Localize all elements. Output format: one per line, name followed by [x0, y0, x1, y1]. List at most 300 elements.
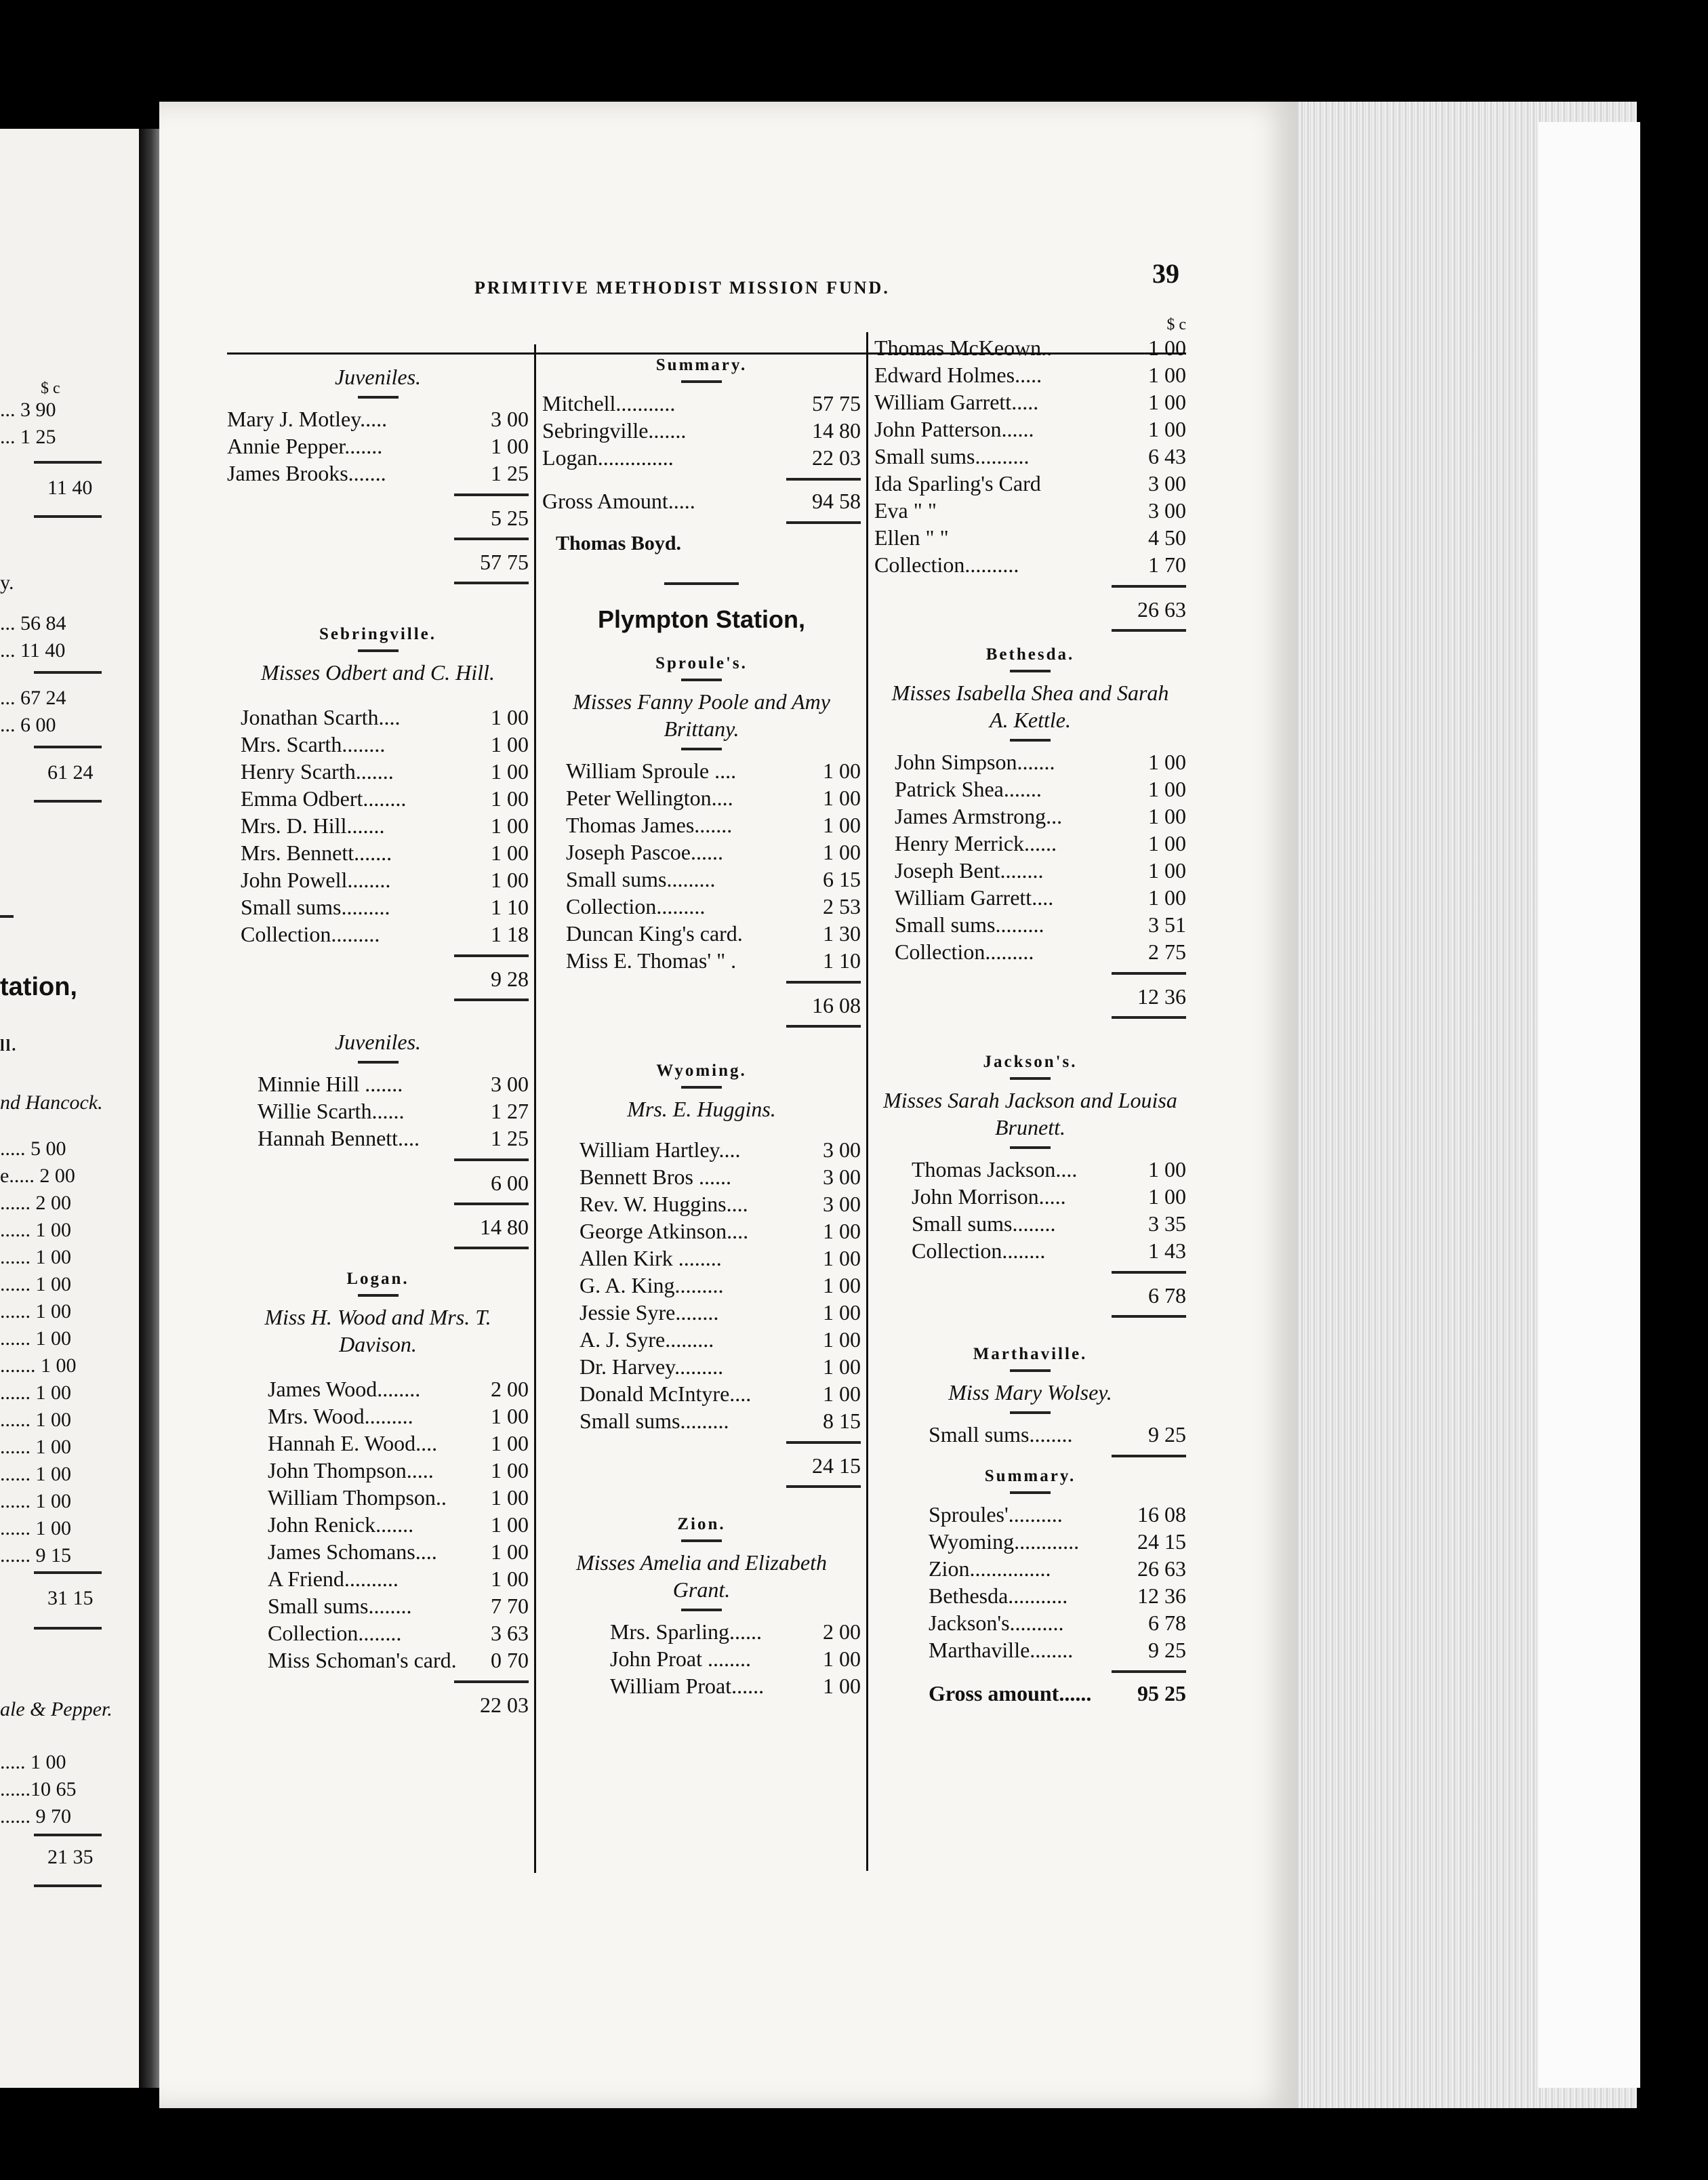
entry-amount: 9 25 — [1148, 1638, 1186, 1662]
entry-amount: 6 78 — [1148, 1611, 1186, 1635]
collectors: Misses Sarah Jackson and Louisa Brunett. — [883, 1088, 1177, 1139]
running-title: PRIMITIVE METHODIST MISSION FUND. — [474, 278, 890, 298]
entry-amount: 8 15 — [823, 1409, 861, 1433]
entry-name: Bennett Bros ...... — [580, 1165, 731, 1189]
entry-name: Mrs. Scarth........ — [241, 732, 386, 756]
entry-amount: 1 00 — [491, 1567, 529, 1591]
total-rule — [786, 1025, 861, 1028]
entry-name: Dr. Harvey......... — [580, 1354, 724, 1379]
entry-amount: 1 00 — [1148, 417, 1186, 441]
left-line: e..... 2 00 — [0, 1165, 75, 1187]
collectors: Miss Mary Wolsey. — [948, 1380, 1112, 1405]
entry-row — [580, 1163, 861, 1190]
dash — [1010, 1369, 1051, 1372]
entry-name: Thomas Jackson.... — [912, 1157, 1078, 1182]
entry-name: Small sums......... — [895, 912, 1044, 937]
entry-name: Small sums......... — [241, 895, 390, 919]
column-divider — [866, 332, 868, 1871]
section-title: Juveniles. — [334, 1030, 422, 1054]
entry-name: John Simpson....... — [895, 750, 1055, 774]
dash — [681, 1539, 722, 1542]
left-line: ... 67 24 — [0, 687, 66, 709]
entry-amount: 6 43 — [1148, 444, 1186, 468]
entry-row — [241, 866, 529, 893]
total-rule — [454, 538, 529, 540]
left-rule — [34, 1627, 102, 1630]
entry-name: Thomas James....... — [566, 813, 733, 837]
entry-name: Edward Holmes..... — [874, 363, 1042, 387]
entry-row — [580, 1217, 861, 1245]
left-rule — [34, 1884, 102, 1887]
entry-amount: 1 43 — [1148, 1238, 1186, 1263]
left-rule — [34, 1571, 102, 1574]
entry-name: James Armstrong... — [895, 804, 1063, 828]
entry-name: John Thompson..... — [268, 1458, 434, 1482]
entry-amount: 1 00 — [823, 1674, 861, 1698]
left-line: ....... 1 00 — [0, 1354, 77, 1377]
total-rule — [786, 1485, 861, 1488]
entry-row — [580, 1326, 861, 1353]
left-rule — [34, 746, 102, 748]
entry-name: Minnie Hill ....... — [258, 1072, 403, 1096]
entry-row — [580, 1245, 861, 1272]
entry-list — [542, 390, 861, 471]
entry-row — [241, 839, 529, 866]
left-line: ...... 1 00 — [0, 1219, 71, 1241]
entry-name: William Hartley.... — [580, 1137, 741, 1162]
entry-row — [227, 405, 529, 432]
page-edges-light — [1539, 122, 1640, 2088]
entry-row — [566, 947, 861, 974]
entry-row — [912, 1237, 1186, 1264]
entry-list — [227, 1375, 529, 1674]
total-rule — [1112, 1455, 1186, 1457]
entry-amount: 3 00 — [823, 1137, 861, 1162]
entry-amount: 3 00 — [1148, 498, 1186, 523]
entry-amount: 1 00 — [823, 1327, 861, 1352]
entry-row — [874, 388, 1186, 416]
entry-row — [874, 416, 1186, 443]
entry-name: Sebringville....... — [542, 418, 687, 443]
entry-row — [895, 857, 1186, 884]
entry-name: Willie Scarth...... — [258, 1099, 405, 1123]
entry-row — [912, 1210, 1186, 1237]
dash — [681, 1609, 722, 1611]
left-block-2 — [0, 610, 66, 664]
total-rule — [786, 478, 861, 481]
entry-name: Eva " " — [874, 498, 937, 523]
entry-name: Emma Odbert........ — [241, 786, 407, 811]
entry-amount: 16 08 — [1137, 1502, 1186, 1527]
entry-name: John Morrison..... — [912, 1184, 1066, 1209]
entry-row — [580, 1407, 861, 1434]
collectors: Misses Odbert and C. Hill. — [261, 660, 495, 685]
entry-name: Miss Schoman's card. — [268, 1648, 457, 1672]
entry-amount: 6 15 — [823, 867, 861, 891]
entry-name: William Garrett..... — [874, 390, 1039, 414]
entry-amount: 1 00 — [491, 1404, 529, 1428]
entry-amount: 3 35 — [1148, 1211, 1186, 1236]
collectors: Misses Amelia and Elizabeth Grant. — [575, 1550, 828, 1602]
entry-amount: 2 00 — [491, 1377, 529, 1401]
entry-name: Mrs. D. Hill....... — [241, 813, 385, 838]
left-fragment: nd Hancock. — [0, 1091, 103, 1114]
entry-name: A Friend.......... — [268, 1567, 399, 1591]
entry-amount: 3 51 — [1148, 912, 1186, 937]
entry-row — [268, 1511, 529, 1538]
entry-row — [929, 1582, 1186, 1609]
entry-row — [895, 775, 1186, 803]
entry-list — [874, 1156, 1186, 1264]
entry-amount: 1 00 — [1148, 390, 1186, 414]
section-heading: Summary. — [984, 1467, 1076, 1485]
section-total: 22 03 — [480, 1693, 529, 1717]
entry-row — [566, 893, 861, 920]
station-title: Plympton Station, — [598, 605, 805, 633]
entry-row — [268, 1375, 529, 1402]
entry-amount: 1 00 — [823, 759, 861, 783]
entry-amount: 1 00 — [823, 1300, 861, 1325]
entry-row — [268, 1402, 529, 1430]
left-page-fragment — [0, 129, 139, 2088]
signature: Thomas Boyd. — [556, 532, 682, 554]
total-rule — [786, 1441, 861, 1444]
collectors: Miss H. Wood and Mrs. T. Davison. — [264, 1305, 491, 1356]
entry-name: Patrick Shea....... — [895, 777, 1042, 801]
entry-amount: 22 03 — [812, 445, 861, 470]
entry-name: Mitchell........... — [542, 391, 676, 416]
entry-name: Allen Kirk ........ — [580, 1246, 722, 1270]
entry-amount: 1 00 — [823, 1219, 861, 1243]
entry-name: A. J. Syre......... — [580, 1327, 714, 1352]
entry-name: Rev. W. Huggins.... — [580, 1192, 748, 1216]
dash — [681, 380, 722, 383]
entry-amount: 3 63 — [491, 1621, 529, 1645]
dash — [358, 1294, 399, 1297]
section-heading: Zion. — [677, 1515, 726, 1533]
entry-name: Henry Scarth....... — [241, 759, 394, 784]
entry-amount: 9 25 — [1148, 1422, 1186, 1447]
entry-list — [227, 405, 529, 487]
entry-row — [566, 811, 861, 839]
collectors: Misses Fanny Poole and Amy Brittany. — [573, 689, 830, 741]
entry-amount: 2 75 — [1148, 940, 1186, 964]
entry-row — [929, 1421, 1186, 1448]
entry-row — [895, 911, 1186, 938]
entry-name: James Wood........ — [268, 1377, 421, 1401]
total-rule — [1112, 629, 1186, 632]
entry-amount: 1 00 — [1148, 804, 1186, 828]
entry-amount: 1 00 — [823, 1647, 861, 1671]
entry-amount: 1 00 — [491, 705, 529, 729]
entry-list — [542, 1618, 861, 1699]
entry-row — [268, 1592, 529, 1619]
entry-name: Peter Wellington.... — [566, 786, 733, 810]
entry-row — [258, 1097, 529, 1125]
entry-amount: 1 70 — [1148, 552, 1186, 577]
entry-amount: 1 00 — [823, 786, 861, 810]
dash — [681, 679, 722, 681]
entry-row — [929, 1528, 1186, 1555]
entry-list — [542, 1136, 861, 1434]
left-line: ..... 5 00 — [0, 1137, 66, 1160]
left-fragment: ale & Pepper. — [0, 1698, 113, 1720]
entry-amount: 1 00 — [823, 1246, 861, 1270]
entry-row — [268, 1457, 529, 1484]
left-line: ...... 2 00 — [0, 1192, 71, 1214]
dash — [1010, 1491, 1051, 1494]
entry-amount: 1 00 — [491, 1539, 529, 1564]
left-line: ... 11 40 — [0, 639, 66, 662]
column-1 — [227, 359, 529, 1720]
entry-name: William Proat...... — [610, 1674, 765, 1698]
entry-amount: 7 70 — [491, 1594, 529, 1618]
entry-name: Zion............... — [929, 1556, 1051, 1581]
left-currency-header: $ c — [41, 380, 60, 397]
entry-row — [268, 1538, 529, 1565]
left-line: ...... 1 00 — [0, 1246, 71, 1268]
total-rule — [1112, 1016, 1186, 1019]
entry-amount: 1 00 — [491, 786, 529, 811]
left-line: ... 1 25 — [0, 426, 56, 448]
entry-row — [241, 758, 529, 785]
entry-name: James Brooks....... — [227, 461, 386, 485]
left-fragment: y. — [0, 571, 14, 594]
entry-name: Annie Pepper....... — [227, 434, 383, 458]
entry-name: Jackson's.......... — [929, 1611, 1064, 1635]
dash — [1010, 1077, 1051, 1080]
entry-row — [241, 731, 529, 758]
entry-name: Collection........ — [268, 1621, 402, 1645]
entry-amount: 2 00 — [823, 1619, 861, 1644]
entry-amount: 1 00 — [491, 732, 529, 756]
left-line: ...... 1 00 — [0, 1409, 71, 1431]
entry-amount: 24 15 — [1137, 1529, 1186, 1554]
section-total: 12 36 — [1137, 984, 1186, 1009]
entry-row — [542, 417, 861, 444]
dash — [664, 582, 739, 585]
left-line: ...... 1 00 — [0, 1517, 71, 1539]
entry-row — [610, 1672, 861, 1699]
entry-name: Collection......... — [566, 894, 706, 919]
left-line: ... 56 84 — [0, 612, 66, 634]
entry-row — [610, 1645, 861, 1672]
entry-amount: 1 00 — [491, 1458, 529, 1482]
left-total: 21 35 — [47, 1846, 94, 1868]
entry-row — [874, 334, 1186, 361]
total-rule — [1112, 585, 1186, 588]
total-rule — [454, 582, 529, 584]
total-rule — [454, 493, 529, 496]
entry-row — [929, 1609, 1186, 1636]
total-rule — [786, 521, 861, 524]
left-line: ..... 1 00 — [0, 1751, 66, 1773]
left-block-1 — [0, 397, 56, 451]
entry-name: John Patterson...... — [874, 417, 1034, 441]
entry-row — [268, 1430, 529, 1457]
gross-amount-value: 95 25 — [1137, 1681, 1186, 1705]
left-line: ......10 65 — [0, 1778, 77, 1800]
entry-amount: 1 00 — [823, 1381, 861, 1406]
entry-amount: 3 00 — [491, 407, 529, 431]
left-line: ...... 1 00 — [0, 1463, 71, 1485]
entry-name: Joseph Bent........ — [895, 858, 1044, 883]
entry-row — [268, 1565, 529, 1592]
section-heading: Summary. — [655, 356, 748, 374]
entry-list — [874, 334, 1186, 578]
entry-row — [874, 551, 1186, 578]
entry-name: Small sums........ — [912, 1211, 1056, 1236]
left-rule — [34, 1834, 102, 1836]
page-number: 39 — [1152, 258, 1179, 289]
entry-row — [241, 812, 529, 839]
entry-amount: 1 00 — [491, 1512, 529, 1537]
entry-row — [929, 1555, 1186, 1582]
entry-name: William Sproule .... — [566, 759, 737, 783]
entry-amount: 1 00 — [1148, 1157, 1186, 1182]
entry-name: George Atkinson.... — [580, 1219, 749, 1243]
entry-row — [268, 1484, 529, 1511]
left-line: ...... 9 15 — [0, 1544, 71, 1567]
entry-name: Small sums.......... — [874, 444, 1030, 468]
entry-amount: 3 00 — [491, 1072, 529, 1096]
entry-list — [227, 704, 529, 948]
entry-amount: 1 25 — [491, 1126, 529, 1150]
entry-name: Hannah Bennett.... — [258, 1126, 420, 1150]
section-total: 6 78 — [1148, 1283, 1186, 1308]
gross-amount-row — [874, 1680, 1186, 1707]
entry-name: Donald McIntyre.... — [580, 1381, 752, 1406]
entry-amount: 1 00 — [1148, 750, 1186, 774]
entry-name: G. A. King......... — [580, 1273, 724, 1297]
dash — [358, 1061, 399, 1064]
section-total: 9 28 — [491, 967, 529, 991]
section-total: 14 80 — [480, 1215, 529, 1239]
section-heading: Sebringville. — [319, 625, 437, 643]
left-line: ...... 1 00 — [0, 1273, 71, 1295]
left-line: ... 3 90 — [0, 399, 56, 421]
entry-name: Logan.............. — [542, 445, 674, 470]
entry-amount: 1 00 — [823, 840, 861, 864]
left-block-4 — [0, 1135, 77, 1569]
entry-row — [241, 704, 529, 731]
total-rule — [454, 954, 529, 957]
section-title: Juveniles. — [334, 365, 422, 389]
gross-amount-value: 94 58 — [812, 489, 861, 513]
entry-row — [258, 1125, 529, 1152]
entry-row — [542, 390, 861, 417]
left-rule — [34, 671, 102, 674]
left-station-fragment: tation, — [0, 973, 77, 1001]
entry-list — [874, 1501, 1186, 1663]
left-line: ... 6 00 — [0, 714, 56, 736]
entry-row — [895, 884, 1186, 911]
section-total: 16 08 — [812, 993, 861, 1017]
column-3 — [874, 312, 1186, 1707]
entry-name: John Powell........ — [241, 868, 391, 892]
entry-amount: 1 00 — [491, 1485, 529, 1510]
entry-amount: 1 00 — [491, 759, 529, 784]
entry-row — [566, 757, 861, 784]
entry-row — [895, 938, 1186, 965]
section-total: 57 75 — [480, 550, 529, 574]
entry-list — [227, 1070, 529, 1152]
entry-name: William Garrett.... — [895, 885, 1054, 910]
entry-row — [874, 524, 1186, 551]
entry-amount: 3 00 — [823, 1165, 861, 1189]
section-heading: Logan. — [346, 1270, 409, 1288]
entry-name: Joseph Pascoe...... — [566, 840, 723, 864]
total-rule — [1112, 972, 1186, 975]
section-heading: Marthaville. — [973, 1345, 1088, 1363]
entry-name: Mary J. Motley..... — [227, 407, 388, 431]
entry-row — [895, 748, 1186, 775]
left-line: ...... 1 00 — [0, 1490, 71, 1512]
entry-amount: 1 10 — [823, 948, 861, 973]
entry-row — [566, 920, 861, 947]
entry-name: Henry Merrick...... — [895, 831, 1057, 855]
total-rule — [454, 1203, 529, 1205]
left-line: ...... 1 00 — [0, 1381, 71, 1404]
entry-row — [874, 361, 1186, 388]
entry-name: Bethesda........... — [929, 1583, 1068, 1608]
entry-row — [610, 1618, 861, 1645]
entry-amount: 0 70 — [491, 1648, 529, 1672]
entry-amount: 1 00 — [823, 1354, 861, 1379]
entry-name: John Renick....... — [268, 1512, 414, 1537]
entry-name: Sproules'.......... — [929, 1502, 1063, 1527]
left-total: 31 15 — [47, 1587, 94, 1609]
entry-name: Collection......... — [895, 940, 1034, 964]
entry-amount: 1 00 — [823, 1273, 861, 1297]
entry-row — [895, 803, 1186, 830]
entry-name: Miss E. Thomas' " . — [566, 948, 737, 973]
entry-name: Collection........ — [912, 1238, 1046, 1263]
entry-amount: 1 00 — [1148, 1184, 1186, 1209]
entry-name: Small sums......... — [580, 1409, 729, 1433]
entry-name: Thomas McKeown.. — [874, 336, 1053, 360]
entry-amount: 1 00 — [491, 813, 529, 838]
entry-name: Mrs. Bennett....... — [241, 841, 392, 865]
section-total: 24 15 — [812, 1453, 861, 1478]
entry-row — [580, 1353, 861, 1380]
dash — [681, 1086, 722, 1089]
dash — [1010, 1146, 1051, 1149]
entry-row — [542, 444, 861, 471]
entry-name: Mrs. Wood......... — [268, 1404, 413, 1428]
column-divider — [534, 344, 536, 1873]
entry-row — [227, 432, 529, 460]
left-total: 11 40 — [47, 477, 93, 499]
entry-row — [241, 921, 529, 948]
left-line: ...... 1 00 — [0, 1327, 71, 1350]
entry-row — [580, 1272, 861, 1299]
entry-amount: 3 00 — [823, 1192, 861, 1216]
entry-list — [542, 757, 861, 974]
entry-amount: 2 53 — [823, 894, 861, 919]
entry-row — [874, 497, 1186, 524]
entry-row — [912, 1183, 1186, 1210]
total-rule — [1112, 1271, 1186, 1274]
total-rule — [454, 1158, 529, 1161]
entry-name: Mrs. Sparling...... — [610, 1619, 762, 1644]
left-fragment: ll. — [0, 1037, 18, 1055]
entry-amount: 1 00 — [491, 1431, 529, 1455]
entry-row — [566, 784, 861, 811]
entry-row — [241, 785, 529, 812]
entry-amount: 1 00 — [491, 841, 529, 865]
entry-name: Wyoming............ — [929, 1529, 1080, 1554]
